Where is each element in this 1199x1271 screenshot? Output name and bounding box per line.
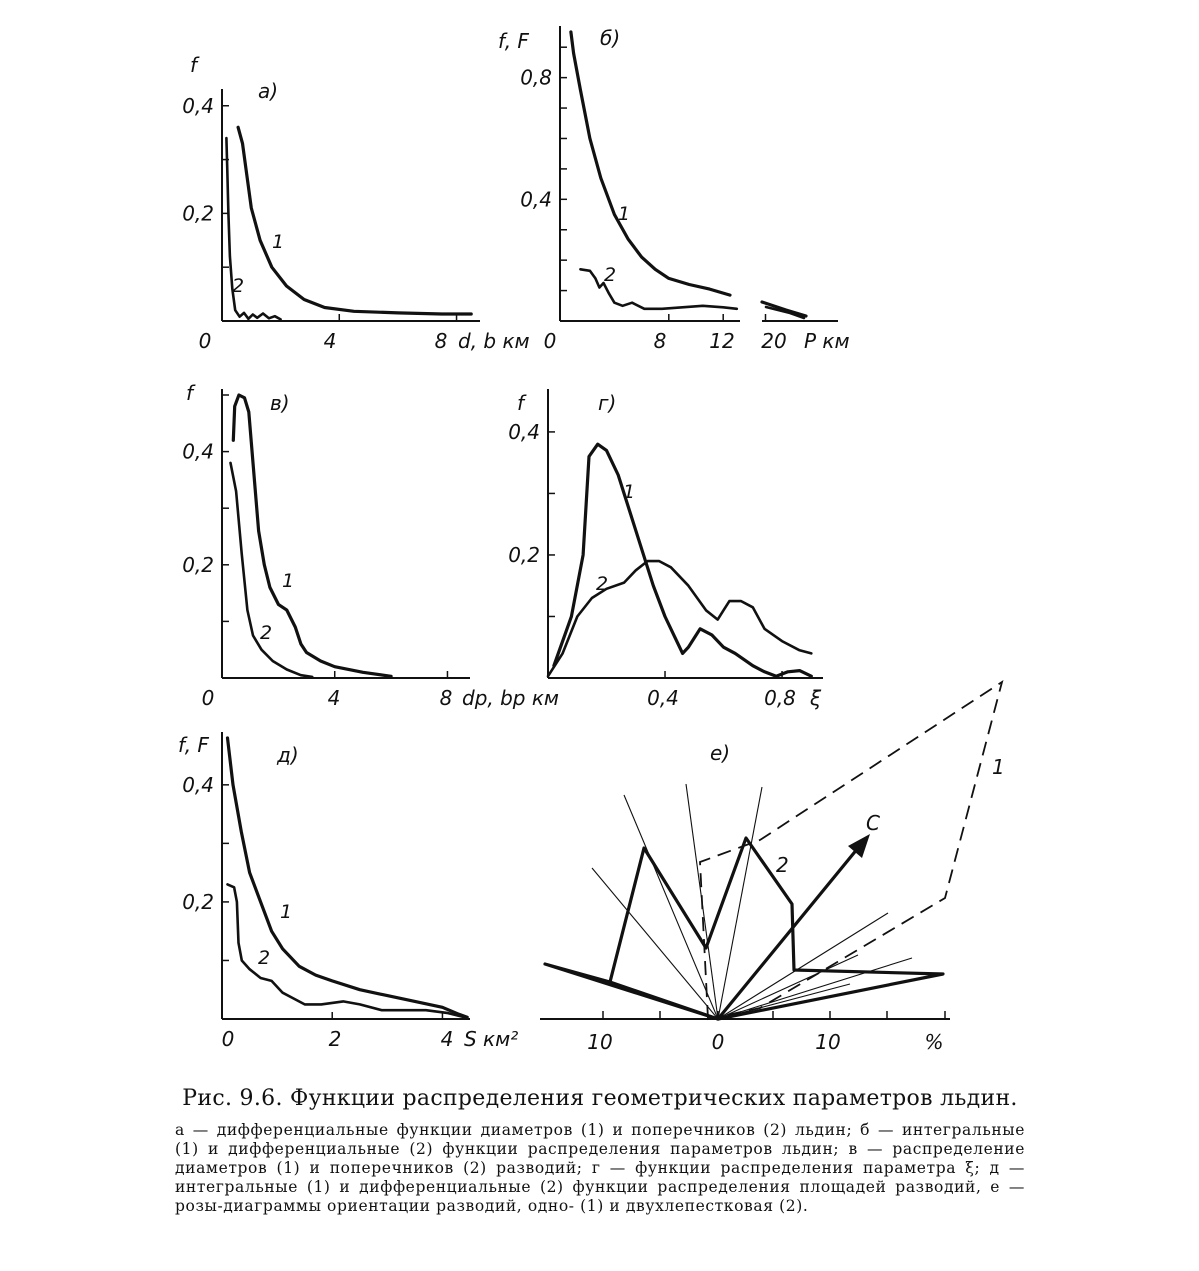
- rose-ray: [624, 795, 718, 1019]
- x-tick-label: 0: [201, 686, 215, 710]
- x-tick-label: 20: [761, 329, 787, 353]
- x-axis-label: dp, bp км: [462, 686, 560, 710]
- rose-panel: [540, 682, 1005, 1054]
- series-label: 1: [618, 203, 631, 225]
- series-line-2: [548, 561, 811, 676]
- series-label: 1: [992, 755, 1005, 779]
- series-line-1: [233, 395, 391, 676]
- series-label: 2: [232, 275, 245, 297]
- y-tick-label: 0,2: [182, 552, 214, 577]
- series-label: 2: [604, 264, 617, 286]
- series-line-1-tail: [762, 302, 806, 316]
- x-tick-label: 8: [439, 686, 453, 710]
- series-line-1: [228, 738, 468, 1017]
- x-tick-label: 0: [711, 1030, 725, 1054]
- chart-panel: [182, 381, 559, 710]
- rose-series-2: [545, 838, 943, 1019]
- x-tick-label: 4: [327, 686, 341, 710]
- arrow-label: C: [866, 811, 880, 835]
- series-label: 2: [596, 573, 609, 595]
- panel-label: г): [598, 391, 617, 415]
- y-tick-label: 0,2: [182, 201, 214, 226]
- series-label: 1: [272, 231, 285, 253]
- series-label: 2: [260, 622, 273, 644]
- y-axis-label: f: [190, 53, 198, 77]
- y-axis-label: f, F: [178, 733, 209, 757]
- x-tick-label: 0: [221, 1027, 235, 1051]
- series-label: 1: [623, 481, 636, 503]
- x-axis-label: P км: [804, 329, 850, 353]
- y-axis-label: f: [186, 381, 194, 405]
- y-axis-label: f: [517, 391, 525, 415]
- x-tick-label: 10: [815, 1030, 841, 1054]
- panel-label: в): [270, 391, 290, 415]
- caption: [165, 1086, 1035, 1216]
- x-tick-label: 4: [440, 1027, 454, 1051]
- y-tick-label: 0,4: [182, 93, 214, 118]
- x-tick-label: 10: [587, 1030, 613, 1054]
- series-label: 2: [776, 853, 789, 877]
- x-tick-label: 0: [198, 329, 212, 353]
- x-tick-label: 4: [323, 329, 337, 353]
- x-tick-label: 2: [328, 1027, 342, 1051]
- x-tick-label: 8: [653, 329, 667, 353]
- series-line-1: [238, 127, 471, 314]
- rose-series-2: [610, 982, 718, 1019]
- rose-ray: [718, 787, 762, 1019]
- x-tick-label: 0: [543, 329, 557, 353]
- x-tick-label: 12: [709, 329, 735, 353]
- x-tick-label: 0,4: [647, 686, 679, 710]
- series-line-1: [554, 444, 811, 676]
- x-axis-label: d, b км: [458, 329, 530, 353]
- rose-ray: [718, 958, 912, 1019]
- chart-panel: [508, 389, 823, 710]
- y-axis-label: f, F: [498, 29, 529, 53]
- x-tick-label: %: [924, 1030, 944, 1054]
- rose-series-1: [700, 682, 1002, 1019]
- x-axis-label: ξ: [810, 686, 822, 710]
- y-tick-label: 0,2: [508, 542, 540, 567]
- x-axis-label: S км²: [464, 1027, 519, 1051]
- series-label: 2: [258, 947, 271, 969]
- caption-title: Рис. 9.6. Функции распределения геометрических параметров льдин.: [182, 1086, 1018, 1111]
- panel-label: б): [600, 26, 621, 50]
- panel-label: а): [258, 79, 279, 103]
- y-tick-label: 0,2: [182, 889, 214, 914]
- x-tick-label: 0,8: [764, 686, 796, 710]
- y-tick-label: 0,8: [520, 65, 552, 90]
- series-label: 1: [280, 901, 293, 923]
- x-tick-label: 8: [434, 329, 448, 353]
- y-tick-label: 0,4: [508, 419, 540, 444]
- chart-panel: [498, 26, 850, 353]
- y-tick-label: 0,4: [182, 772, 214, 797]
- chart-panel: [182, 53, 529, 353]
- series-label: 1: [282, 570, 295, 592]
- y-tick-label: 0,4: [520, 187, 552, 212]
- panel-label: д): [277, 743, 299, 767]
- y-tick-label: 0,4: [182, 439, 214, 464]
- caption-body: а — дифференциальные функции диаметров (1) и поперечников (2) льдин; б — интегральные (1) и дифференциальные (2) функции распределения параметров льдин; в — распределение диаметров (1) и поперечников (2) разводий; г — функции распределения параметра ξ; д — интегральные (1) и дифференциальные (2) функции распределения площадей разводий, е — розы-диаграммы ориентации разводий, одно- (1) и двухлепестковая (2).: [175, 1121, 1025, 1215]
- panel-label: е): [710, 741, 731, 765]
- series-line-1: [571, 32, 730, 295]
- chart-panel: [178, 732, 518, 1051]
